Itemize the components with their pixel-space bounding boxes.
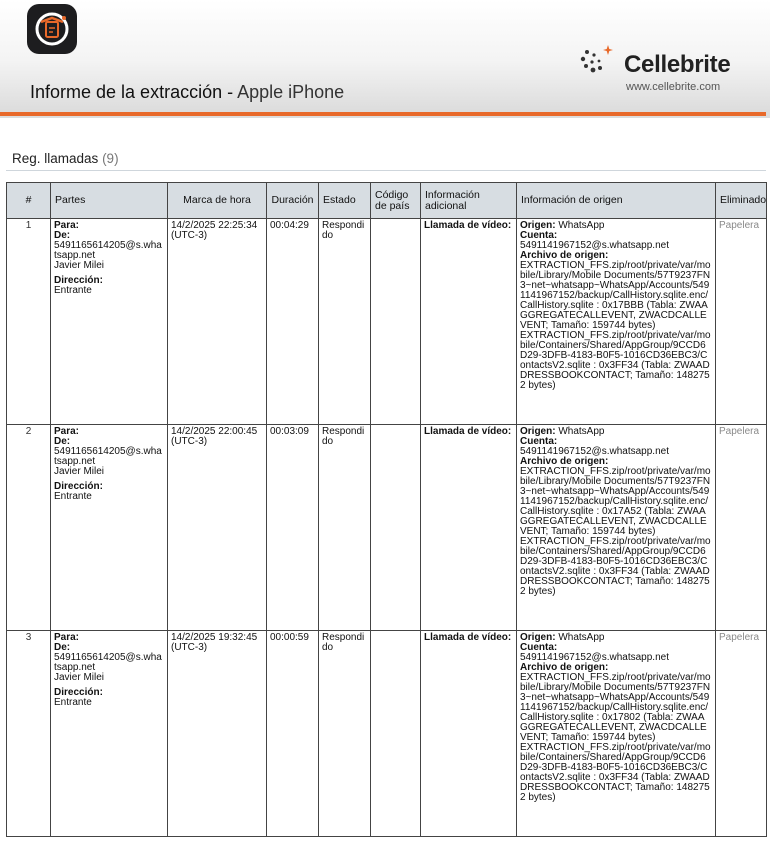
country-code-cell: [371, 219, 421, 425]
from-label: De:: [54, 436, 71, 447]
brand-url: www.cellebrite.com: [626, 81, 721, 93]
col-header-duration: Duración: [267, 183, 319, 219]
from-value: 5491165614205@s.whatsapp.net: [54, 652, 162, 673]
col-header-source-info: Información de origen: [517, 183, 716, 219]
report-title-main: Informe de la extracción: [30, 82, 223, 102]
source-file-path: EXTRACTION_FFS.zip/root/private/var/mobile/Containers/Shared/AppGroup/9CCD6D29-3DFB-4183-B0F5-1016CD36EBC3/ContactsV2.sqlite : 0x3FF34 (Tabla: ZWAADDRESSBOOKCONTACT; Tamaño: 1482752 bytes): [520, 330, 711, 391]
origin-label: Origen:: [520, 220, 556, 231]
deleted-cell: Papelera: [716, 219, 767, 425]
section-record-count: (9): [102, 151, 119, 166]
col-header-status: Estado: [319, 183, 371, 219]
from-label: De:: [54, 230, 71, 241]
source-file-path: EXTRACTION_FFS.zip/root/private/var/mobile/Containers/Shared/AppGroup/9CCD6D29-3DFB-4183-B0F5-1016CD36EBC3/ContactsV2.sqlite : 0x3FF34 (Tabla: ZWAADDRESSBOOKCONTACT; Tamaño: 1482752 bytes): [520, 536, 711, 597]
direction-value: Entrante: [54, 491, 92, 502]
device-name: Apple iPhone: [237, 82, 345, 102]
deleted-cell: Papelera: [716, 631, 767, 837]
additional-info-cell: Llamada de vídeo:: [421, 219, 517, 425]
origin-value: WhatsApp: [558, 426, 605, 437]
source-file-path: EXTRACTION_FFS.zip/root/private/var/mobile/Library/Mobile Documents/57T9237FN3~net~whatsapp~WhatsApp/Accounts/5491141967152/backup/CallHistory.sqlite.enc/CallHistory.sqlite : 0x17A52 (Tabla: ZWAAGGREGATECALLEVENT, ZWACDCALLEVENT; Tamaño: 159744 bytes): [520, 466, 711, 537]
status-cell: Respondido: [319, 219, 371, 425]
account-label: Cuenta:: [520, 642, 558, 653]
source-file-label: Archivo de origen:: [520, 456, 609, 467]
from-value: 5491165614205@s.whatsapp.net: [54, 240, 162, 261]
row-number: 1: [7, 219, 51, 425]
source-file-path: EXTRACTION_FFS.zip/root/private/var/mobile/Library/Mobile Documents/57T9237FN3~net~whatsapp~WhatsApp/Accounts/5491141967152/backup/CallHistory.sqlite.enc/CallHistory.sqlite : 0x17802 (Tabla: ZWAAGGREGATECALLEVENT, ZWACDCALLEVENT; Tamaño: 159744 bytes): [520, 672, 711, 743]
col-header-parties: Partes: [51, 183, 168, 219]
from-label: De:: [54, 642, 71, 653]
section-divider: [6, 170, 766, 171]
direction-label: Dirección:: [54, 275, 103, 286]
timestamp-cell: 14/2/2025 22:00:45(UTC-3): [168, 425, 267, 631]
source-info-cell: [517, 631, 716, 837]
origin-label: Origen:: [520, 632, 556, 643]
source-info-cell: [517, 219, 716, 425]
country-code-cell: [371, 425, 421, 631]
origin-value: WhatsApp: [558, 632, 605, 643]
parties-cell: [51, 425, 168, 631]
col-header-timestamp: Marca de hora: [168, 183, 267, 219]
report-header: [0, 0, 770, 118]
table-row: [7, 219, 767, 425]
duration-cell: 00:04:29: [267, 219, 319, 425]
direction-value: Entrante: [54, 285, 92, 296]
col-header-deleted: Eliminado: [716, 183, 767, 219]
to-label: Para:: [54, 632, 80, 643]
account-value: 5491141967152@s.whatsapp.net: [520, 240, 669, 251]
call-log-table: [6, 182, 767, 837]
parties-cell: [51, 631, 168, 837]
contact-name: Javier Milei: [54, 672, 105, 683]
source-file-path: EXTRACTION_FFS.zip/root/private/var/mobile/Containers/Shared/AppGroup/9CCD6D29-3DFB-4183-B0F5-1016CD36EBC3/ContactsV2.sqlite : 0x3FF34 (Tabla: ZWAADDRESSBOOKCONTACT; Tamaño: 1482752 bytes): [520, 742, 711, 803]
duration-cell: 00:03:09: [267, 425, 319, 631]
table-row: [7, 631, 767, 837]
source-file-path: EXTRACTION_FFS.zip/root/private/var/mobile/Library/Mobile Documents/57T9237FN3~net~whatsapp~WhatsApp/Accounts/5491141967152/backup/CallHistory.sqlite.enc/CallHistory.sqlite : 0x17BBB (Tabla: ZWAAGGREGATECALLEVENT, ZWACDCALLEVENT; Tamaño: 159744 bytes): [520, 260, 711, 331]
table-header-row: [7, 183, 767, 219]
section-title: [12, 151, 119, 166]
timestamp-cell: 14/2/2025 22:25:34(UTC-3): [168, 219, 267, 425]
additional-info-cell: Llamada de vídeo:: [421, 425, 517, 631]
contact-name: Javier Milei: [54, 466, 105, 477]
row-number: 3: [7, 631, 51, 837]
additional-info-cell: Llamada de vídeo:: [421, 631, 517, 837]
from-value: 5491165614205@s.whatsapp.net: [54, 446, 162, 467]
col-header-country-code: Código de país: [371, 183, 421, 219]
origin-label: Origen:: [520, 426, 556, 437]
col-header-additional-info: Información adicional: [421, 183, 517, 219]
country-code-cell: [371, 631, 421, 837]
parties-cell: [51, 219, 168, 425]
cellebrite-reader-app-icon: [27, 4, 77, 54]
account-value: 5491141967152@s.whatsapp.net: [520, 446, 669, 457]
section-title-text: Reg. llamadas: [12, 151, 99, 166]
header-accent-line: [0, 112, 766, 116]
status-cell: Respondido: [319, 631, 371, 837]
source-file-label: Archivo de origen:: [520, 662, 609, 673]
account-label: Cuenta:: [520, 436, 558, 447]
contact-name: Javier Milei: [54, 260, 105, 271]
source-file-label: Archivo de origen:: [520, 250, 609, 261]
account-label: Cuenta:: [520, 230, 558, 241]
deleted-cell: Papelera: [716, 425, 767, 631]
row-number: 2: [7, 425, 51, 631]
status-cell: Respondido: [319, 425, 371, 631]
to-label: Para:: [54, 426, 80, 437]
timestamp-cell: 14/2/2025 19:32:45(UTC-3): [168, 631, 267, 837]
cellebrite-logo: [578, 44, 748, 96]
report-title: [30, 82, 344, 103]
direction-label: Dirección:: [54, 687, 103, 698]
col-header-number: #: [7, 183, 51, 219]
duration-cell: 00:00:59: [267, 631, 319, 837]
report-title-separator: -: [222, 82, 238, 102]
table-row: [7, 425, 767, 631]
account-value: 5491141967152@s.whatsapp.net: [520, 652, 669, 663]
to-label: Para:: [54, 220, 80, 231]
origin-value: WhatsApp: [558, 220, 605, 231]
brand-name: Cellebrite: [624, 51, 731, 78]
direction-label: Dirección:: [54, 481, 103, 492]
direction-value: Entrante: [54, 697, 92, 708]
source-info-cell: [517, 425, 716, 631]
cellebrite-dots-icon: [578, 44, 618, 78]
